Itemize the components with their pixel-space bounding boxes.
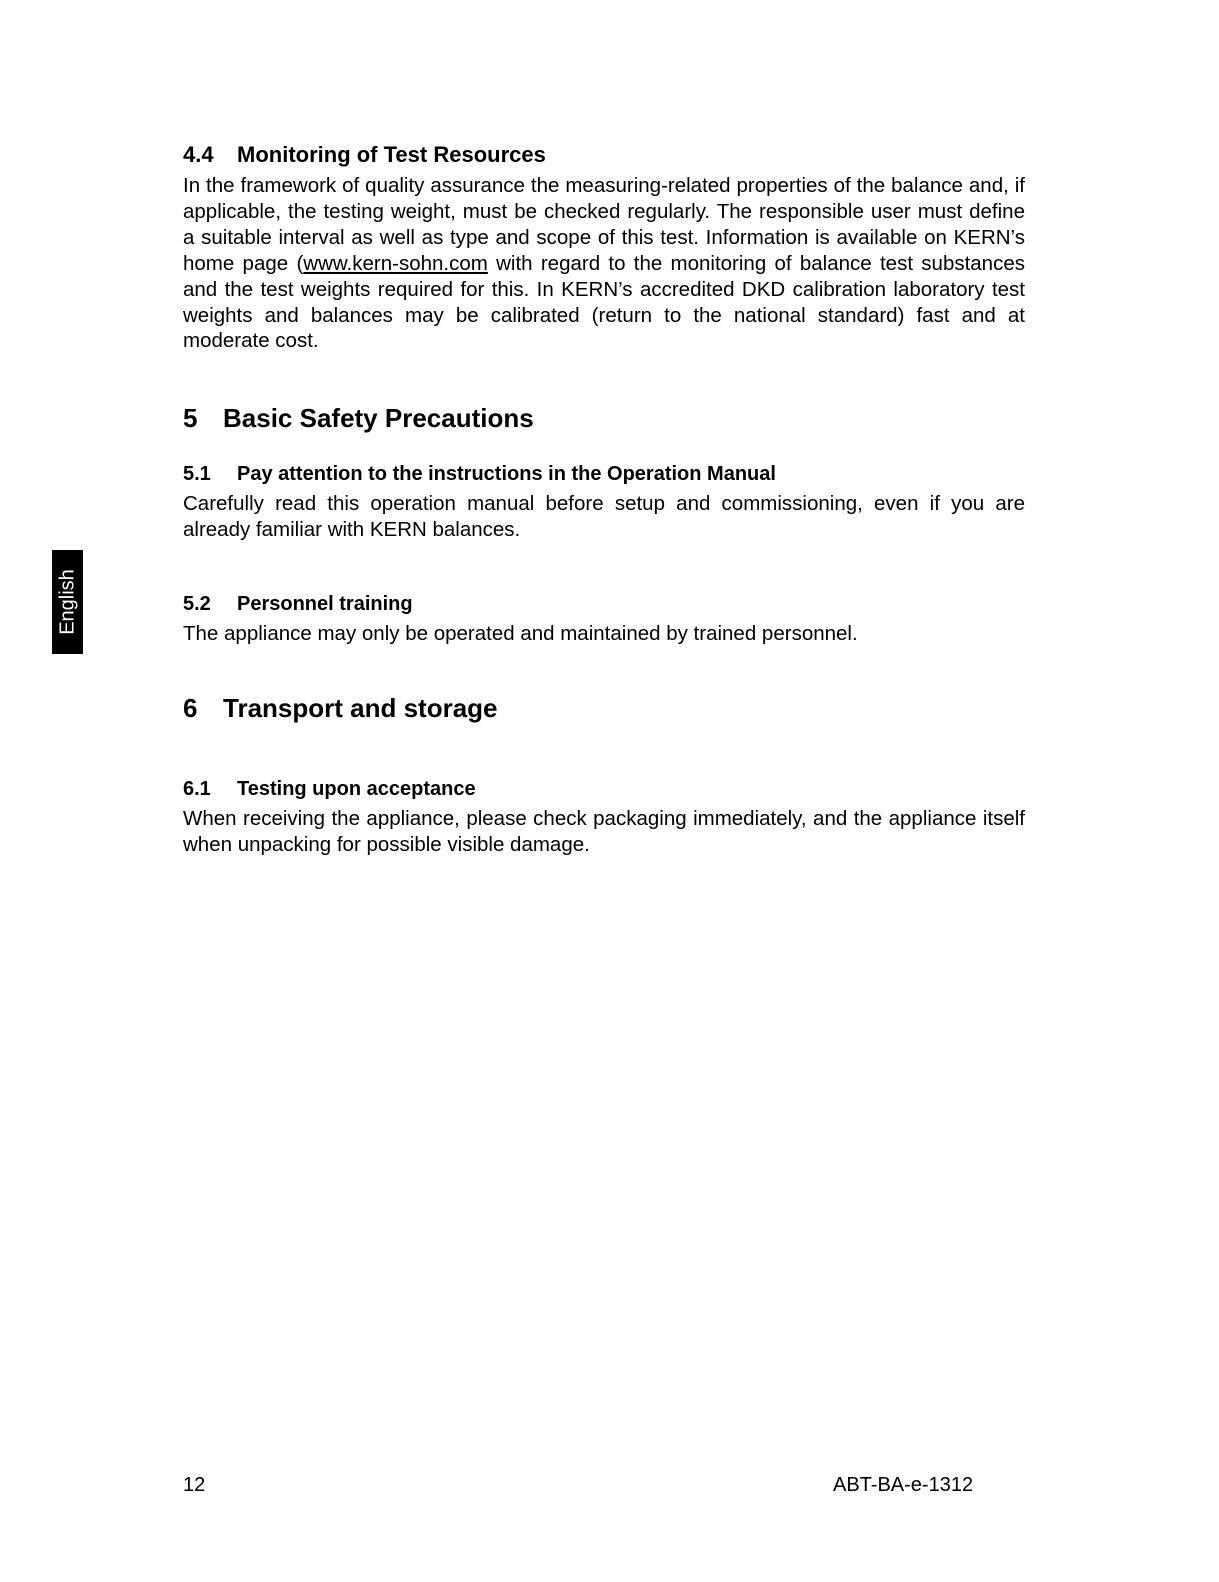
section-title: Pay attention to the instructions in the Operation Manual xyxy=(237,463,776,486)
language-tab xyxy=(52,550,83,654)
section-body: When receiving the appliance, please check packaging immediately, and the appliance itself when unpacking for possible visible damage. xyxy=(183,807,1025,856)
section-heading xyxy=(183,141,1025,169)
section-number: 5.2 xyxy=(183,593,211,616)
section-body xyxy=(183,173,1025,354)
section-number: 4.4 xyxy=(183,142,214,167)
chapter-title: Basic Safety Precautions xyxy=(223,403,534,434)
section-5-1 xyxy=(183,461,1025,543)
section-heading xyxy=(183,591,1025,617)
section-4-4 xyxy=(183,141,1025,354)
body-text: with regard to the monitoring of balance test substances and the test weights required for this. In KERN’s accredited DKD calibration laboratory test weights and balances may be calibrated (return to the national standard) fast and at moderate cost. xyxy=(183,251,1025,353)
section-heading xyxy=(183,776,1025,802)
section-5 xyxy=(183,402,1025,434)
page-content xyxy=(183,141,1025,858)
chapter-heading xyxy=(183,692,1025,724)
document-code: ABT-BA-e-1312 xyxy=(833,1474,974,1496)
section-body: The appliance may only be operated and maintained by trained personnel. xyxy=(183,622,858,646)
section-6 xyxy=(183,692,1025,724)
website-link[interactable]: www.kern-sohn.com xyxy=(303,251,488,275)
page-number: 12 xyxy=(183,1474,206,1496)
section-number: 6.1 xyxy=(183,778,211,801)
section-title: Testing upon acceptance xyxy=(237,778,476,801)
section-body: Carefully read this operation manual before setup and commissioning, even if you are already familiar with KERN balances. xyxy=(183,492,1025,542)
section-5-2 xyxy=(183,591,1025,647)
section-6-1 xyxy=(183,776,1025,858)
body-text: In the framework of quality assurance the measuring-related properties of the balance and, if applicable, the testing weight, must be checked regularly. The responsible user must define a suitable interval as well as type and scope of this test. Information is available on KERN’s home page ( xyxy=(183,174,1025,275)
section-title: Monitoring of Test Resources xyxy=(237,142,546,167)
section-number: 5.1 xyxy=(183,463,211,486)
section-heading xyxy=(183,461,1025,487)
chapter-number: 6 xyxy=(183,693,198,724)
chapter-heading xyxy=(183,402,1025,434)
chapter-title: Transport and storage xyxy=(223,693,498,724)
language-tab-label: English xyxy=(56,569,78,635)
section-title: Personnel training xyxy=(237,593,413,616)
chapter-number: 5 xyxy=(183,403,198,434)
